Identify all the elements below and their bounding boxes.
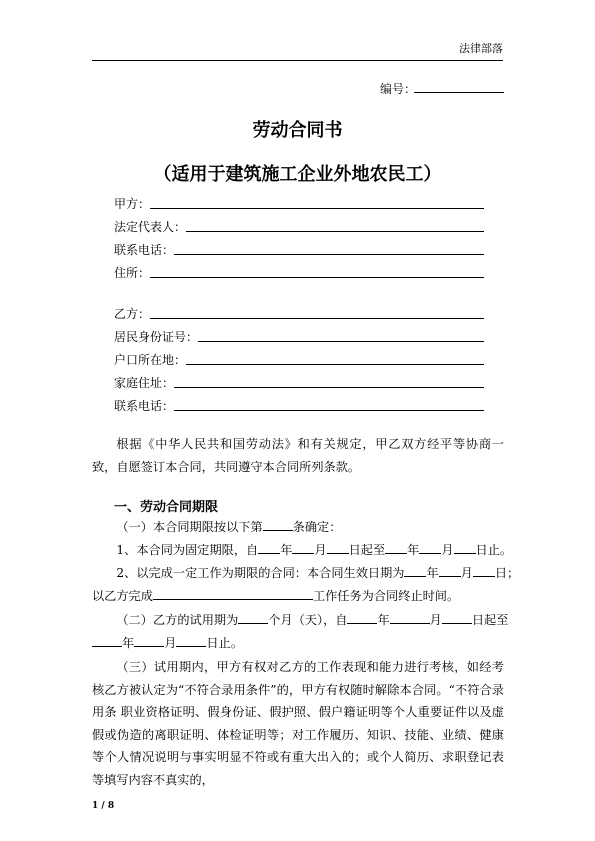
task-term-text-a: 2、以完成一定工作为期限的合同：本合同生效日期为 xyxy=(116,566,405,580)
fixed-term-month-b: 月 xyxy=(441,543,454,557)
fixed-term-end-year-blank xyxy=(385,541,407,554)
header-brand: 法律部落 xyxy=(459,42,503,55)
party-a-name-blank xyxy=(150,208,484,209)
probation-month-a: 月 xyxy=(429,613,442,627)
section-1-heading: 一、劳动合同期限 xyxy=(114,500,219,515)
probation-start-day-blank xyxy=(442,611,472,624)
section-1-probation-cont xyxy=(92,632,504,655)
task-term-day-blank xyxy=(473,564,495,577)
section-1-term-clause xyxy=(92,516,504,539)
probation-start-year-blank xyxy=(347,611,377,624)
fixed-term-start-day-blank xyxy=(327,541,349,554)
header-rule xyxy=(92,60,503,61)
party-a-phone-field xyxy=(114,241,484,259)
party-b-id-blank xyxy=(198,341,484,342)
section-1-probation xyxy=(92,609,509,632)
party-a-rep-field xyxy=(114,218,484,236)
probation-text-h: 日止。 xyxy=(206,636,243,650)
party-a-name-label: 甲方： xyxy=(114,197,151,211)
task-term-text-f: 工作任务为合同终止时间。 xyxy=(312,589,460,603)
party-b-hukou-label: 户口所在地： xyxy=(114,353,187,367)
probation-year-b: 年 xyxy=(122,636,135,650)
task-term-month: 月 xyxy=(460,566,473,580)
probation-end-day-blank xyxy=(176,634,206,647)
task-term-year-blank xyxy=(404,564,426,577)
party-b-home-field xyxy=(114,374,484,392)
probation-text-e: 日起至 xyxy=(471,613,509,627)
task-term-month-blank xyxy=(439,564,461,577)
task-term-text-e: 以乙方完成 xyxy=(92,589,153,603)
probation-end-year-blank xyxy=(92,634,122,647)
section-1-task-term xyxy=(92,562,520,585)
party-b-name-label: 乙方： xyxy=(114,307,151,321)
task-term-day: 日； xyxy=(494,566,520,580)
party-a-phone-blank xyxy=(174,254,484,255)
fixed-term-text-g: 日止。 xyxy=(475,543,513,557)
section-1-fixed-term xyxy=(92,539,513,562)
party-a-name-field xyxy=(114,195,484,213)
document-subtitle: （适用于建筑施工企业外地农民工） xyxy=(153,164,442,185)
fixed-term-month-a: 月 xyxy=(314,543,327,557)
party-a-address-label: 住所： xyxy=(114,266,151,280)
probation-months-blank xyxy=(238,611,268,624)
party-b-hukou-field xyxy=(114,351,484,369)
fixed-term-text-d: 日起至 xyxy=(348,543,386,557)
intro-paragraph: 根据《中华人民共和国劳动法》和有关规定，甲乙双方经平等协商一致，自愿签订本合同，共同遵守本合同所列条款。 xyxy=(92,437,504,474)
party-b-home-label: 家庭住址： xyxy=(114,376,175,390)
party-b-phone-field xyxy=(114,397,484,415)
contract-number xyxy=(380,80,416,97)
page-number: 1 / 8 xyxy=(92,801,115,811)
term-clause-text-a: （一）本合同期限按以下第 xyxy=(116,520,263,534)
party-b-name-field xyxy=(114,305,484,323)
party-b-id-field xyxy=(114,328,484,346)
document-title: 劳动合同书 xyxy=(252,120,343,141)
contract-number-blank xyxy=(414,92,504,93)
party-a-rep-blank xyxy=(186,231,484,232)
party-a-rep-label: 法定代表人： xyxy=(114,220,187,234)
probation-text-b: 个月（天），自 xyxy=(268,613,348,627)
contract-number-label: 编号： xyxy=(380,82,417,96)
probation-year-a: 年 xyxy=(377,613,390,627)
probation-month-b: 月 xyxy=(164,636,177,650)
party-a-phone-label: 联系电话： xyxy=(114,243,175,257)
section-1-probation-assessment: （三）试用期内，甲方有权对乙方的工作表现和能力进行考核，如经考核乙方被认定为“不符合录用条件”的，甲方有权随时解除本合同。“不符合录用条 职业资格证明、假身份证、假护照、假户籍证明等个人重要证件以及虚假或伪造的离职证明、体检证明等；对工作履历、知识、技能、业绩、健康等个人情况说明与事实明显不符或有重大出入的；或个人简历、求职登记表等填写内容不真实的， xyxy=(92,660,504,787)
fixed-term-start-month-blank xyxy=(292,541,314,554)
section-1-task-term-cont xyxy=(92,585,504,608)
party-b-phone-blank xyxy=(174,410,484,411)
probation-text-a: （二）乙方的试用期为 xyxy=(116,613,239,627)
probation-start-month-blank xyxy=(390,611,430,624)
party-a-address-field xyxy=(114,264,484,282)
party-b-id-label: 居民身份证号： xyxy=(114,330,199,344)
party-b-hukou-blank xyxy=(186,364,484,365)
term-clause-text-b: 条确定： xyxy=(292,520,342,534)
fixed-term-end-day-blank xyxy=(454,541,476,554)
party-b-name-blank xyxy=(150,318,484,319)
fixed-term-start-year-blank xyxy=(258,541,280,554)
term-clause-blank xyxy=(263,518,293,531)
party-b-home-blank xyxy=(174,387,484,388)
party-b-phone-label: 联系电话： xyxy=(114,399,175,413)
fixed-term-year-a: 年 xyxy=(280,543,293,557)
probation-end-month-blank xyxy=(134,634,164,647)
fixed-term-text-a: 1、本合同为固定期限，自 xyxy=(116,543,259,557)
task-term-work-blank xyxy=(153,587,313,600)
fixed-term-end-month-blank xyxy=(419,541,441,554)
task-term-year: 年 xyxy=(426,566,439,580)
fixed-term-year-b: 年 xyxy=(407,543,420,557)
party-a-address-blank xyxy=(150,277,484,278)
